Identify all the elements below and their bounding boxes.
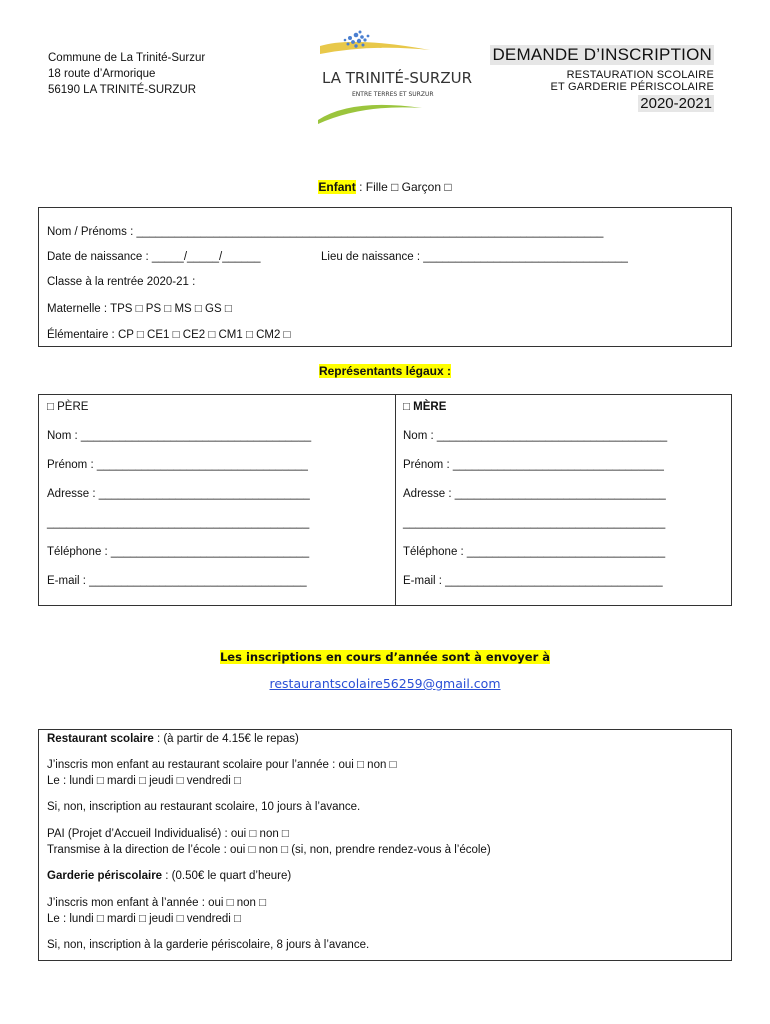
logo-text: LA TRINITÉ-SURZUR — [322, 69, 473, 87]
commune-address — [48, 50, 205, 98]
maternelle-options[interactable]: Maternelle : TPS □ PS □ MS □ GS □ — [47, 303, 232, 315]
school-year: 2020-2021 — [640, 95, 712, 112]
pere-nom-field[interactable]: Nom : ____________________________________ — [47, 430, 312, 442]
address-line-3: 56190 LA TRINITÉ-SURZUR — [48, 84, 197, 96]
inscriptions-notice-line — [0, 650, 770, 664]
restaurant-notice: Si, non, inscription au restaurant scolaire, 10 jours à l’avance. — [47, 801, 361, 813]
form-title: DEMANDE D’INSCRIPTION — [492, 45, 712, 64]
pere-adresse2-field[interactable]: _________________________________________ — [47, 517, 310, 529]
gender-options: : Fille □ Garçon □ — [355, 180, 452, 194]
garderie-notice: Si, non, inscription à la garderie périscolaire, 8 jours à l’avance. — [47, 939, 370, 951]
mere-nom-field[interactable]: Nom : ____________________________________ — [403, 430, 668, 442]
garderie-price: : (0.50€ le quart d’heure) — [162, 870, 292, 882]
pere-adresse-field[interactable]: Adresse : _________________________________ — [47, 488, 310, 500]
address-line-1: Commune de La Trinité-Surzur — [48, 52, 206, 64]
restaurant-heading — [47, 733, 299, 745]
restaurant-title: Restaurant scolaire — [47, 733, 154, 745]
form-title-block — [454, 45, 714, 113]
class-label: Classe à la rentrée 2020-21 : — [47, 276, 196, 288]
inscriptions-notice: Les inscriptions en cours d’année sont à envoyer à — [219, 650, 551, 664]
enfant-gender-line — [0, 180, 770, 194]
garderie-annual-choice[interactable]: J’inscris mon enfant à l’année : oui □ non □ — [47, 897, 267, 909]
commune-logo — [312, 28, 473, 126]
restaurant-days-choice[interactable]: Le : lundi □ mardi □ jeudi □ vendredi □ — [47, 775, 241, 787]
garderie-days-choice[interactable]: Le : lundi □ mardi □ jeudi □ vendredi □ — [47, 913, 241, 925]
birth-place-field[interactable]: Lieu de naissance : ________________________________ — [321, 251, 628, 263]
pai-transmission-choice[interactable]: Transmise à la direction de l’école : oui □ non □ (si, non, prendre rendez-vous à l’école) — [47, 844, 491, 856]
logo-subtext: ENTRE TERRES ET SURZUR — [352, 91, 434, 98]
elementaire-options[interactable]: Élémentaire : CP □ CE1 □ CE2 □ CM1 □ CM2 □ — [47, 329, 291, 341]
restaurant-price: : (à partir de 4.15€ le repas) — [153, 733, 299, 745]
services-box — [38, 729, 732, 961]
address-line-2: 18 route d’Armorique — [48, 68, 156, 80]
parents-divider — [395, 395, 396, 605]
pere-prenom-field[interactable]: Prénom : _________________________________ — [47, 459, 308, 471]
pere-email-field[interactable]: E-mail : __________________________________ — [47, 575, 307, 587]
restaurant-annual-choice[interactable]: J’inscris mon enfant au restaurant scolaire pour l’année : oui □ non □ — [47, 759, 397, 771]
mere-email-field[interactable]: E-mail : __________________________________ — [403, 575, 663, 587]
parents-box — [38, 394, 732, 606]
garderie-title: Garderie périscolaire — [47, 870, 163, 882]
representants-title: Représentants légaux : — [318, 364, 452, 378]
child-name-field[interactable]: Nom / Prénoms : _________________________________________________________________________ — [47, 226, 604, 238]
pere-telephone-field[interactable]: Téléphone : _______________________________ — [47, 546, 310, 558]
mere-adresse-field[interactable]: Adresse : _________________________________ — [403, 488, 666, 500]
enfant-label: Enfant — [318, 180, 356, 194]
garderie-heading — [47, 870, 291, 882]
pere-checkbox[interactable]: □ PÈRE — [47, 401, 89, 413]
mere-checkbox[interactable]: □ MÈRE — [403, 401, 447, 413]
form-subtitle-2: ET GARDERIE PÉRISCOLAIRE — [550, 81, 714, 93]
birth-date-field[interactable]: Date de naissance : _____/_____/______ — [47, 251, 261, 263]
child-info-box — [38, 207, 732, 347]
mere-telephone-field[interactable]: Téléphone : _______________________________ — [403, 546, 666, 558]
mere-prenom-field[interactable]: Prénom : _________________________________ — [403, 459, 664, 471]
logo-graphic — [312, 28, 473, 126]
form-subtitle-1: RESTAURATION SCOLAIRE — [566, 69, 714, 81]
pai-choice[interactable]: PAI (Projet d’Accueil Individualisé) : oui □ non □ — [47, 828, 289, 840]
mere-adresse2-field[interactable]: _________________________________________ — [403, 517, 666, 529]
contact-email-link[interactable]: restaurantscolaire56259@gmail.com — [269, 676, 501, 691]
representants-title-line — [0, 364, 770, 378]
